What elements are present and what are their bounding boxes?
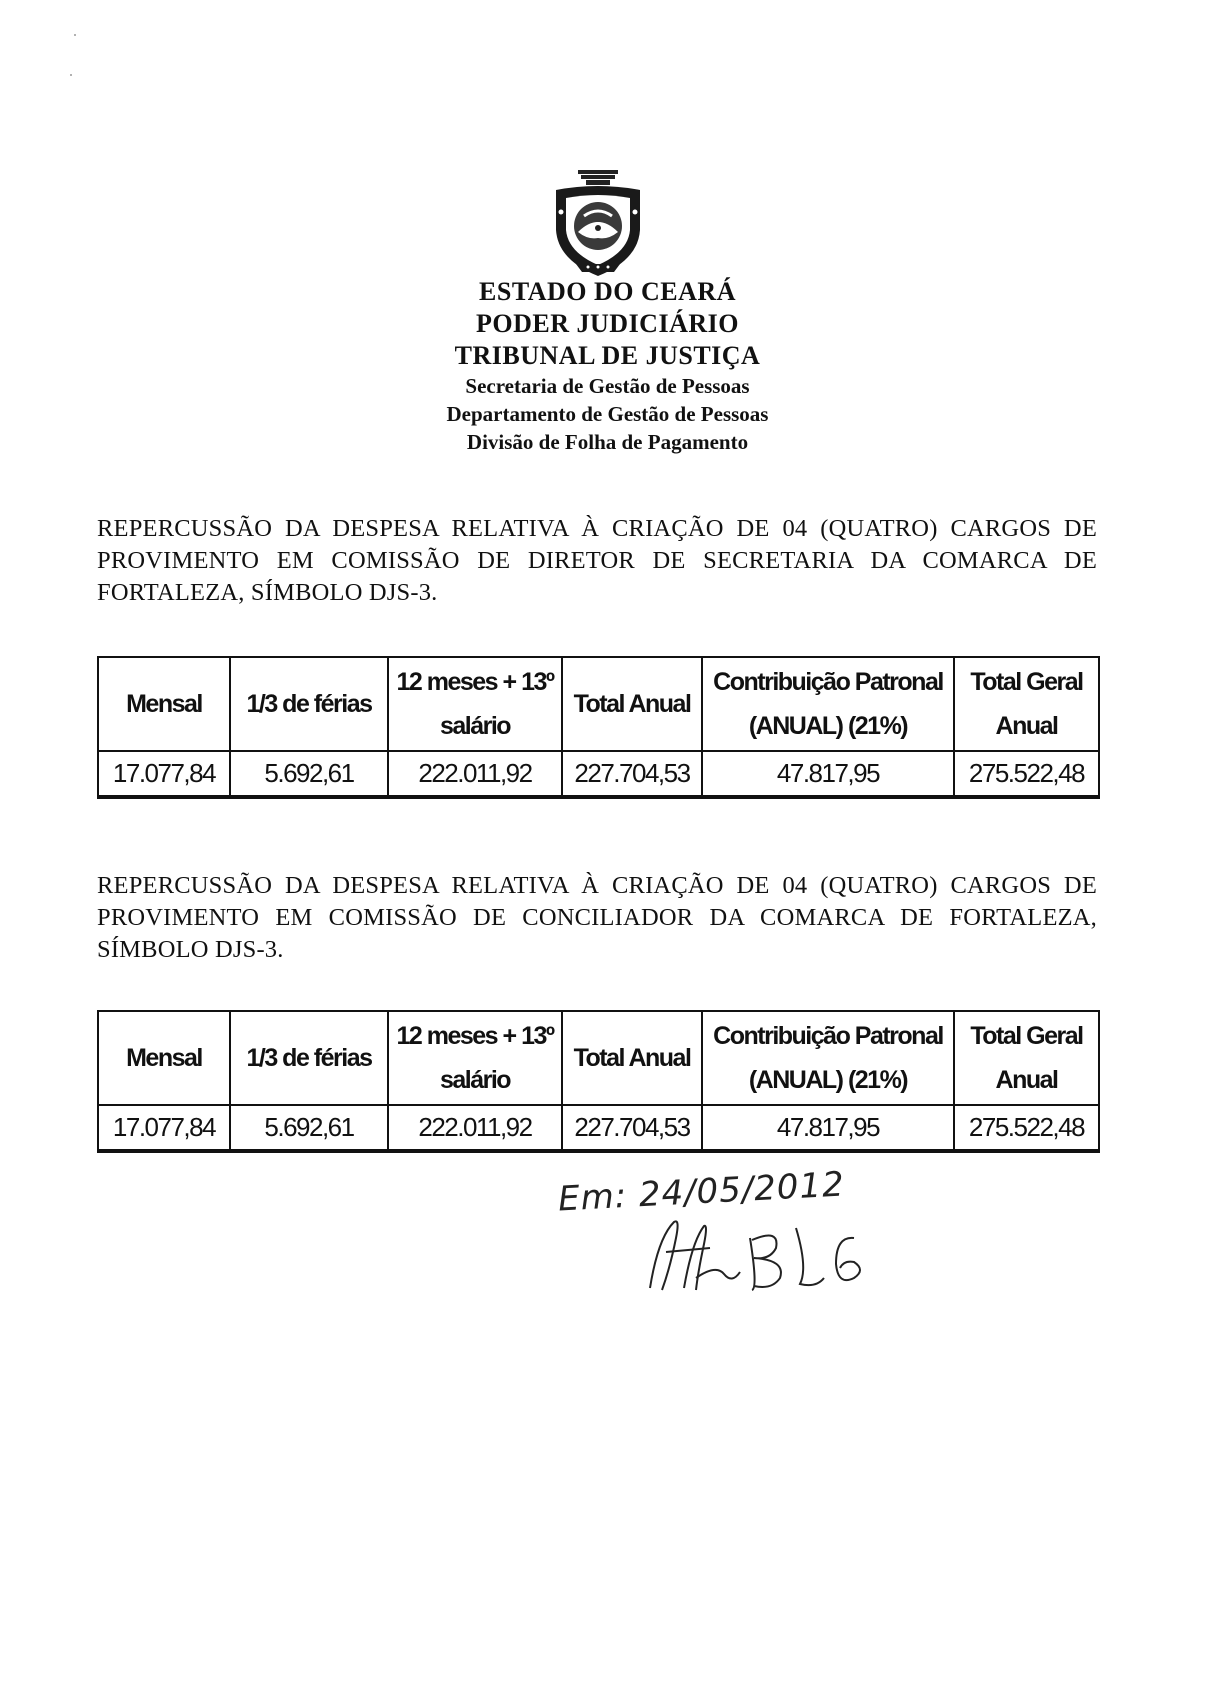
table-cell: 222.011,92 xyxy=(388,751,562,797)
section-1-description: REPERCUSSÃO DA DESPESA RELATIVA À CRIAÇÃO DE 04 (QUATRO) CARGOS DE PROVIMENTO EM COMISSÃO DE DIRETOR DE SECRETARIA DA COMARCA DE FORTALEZA, SÍMBOLO DJS-3. xyxy=(97,515,1097,606)
table-row xyxy=(98,1105,1099,1151)
column-header: Mensal xyxy=(98,657,230,751)
column-header: Total Geral Anual xyxy=(954,1011,1099,1105)
table-cell: 47.817,95 xyxy=(702,751,954,797)
column-header: Total Anual xyxy=(562,1011,702,1105)
column-header: Total Anual xyxy=(562,657,702,751)
column-header: 1/3 de férias xyxy=(230,657,388,751)
table-cell: 275.522,48 xyxy=(954,751,1099,797)
branch-name: PODER JUDICIÁRIO xyxy=(476,309,739,338)
table-cell: 227.704,53 xyxy=(562,1105,702,1151)
column-header: 12 meses + 13º salário xyxy=(388,657,562,751)
table-cell: 5.692,61 xyxy=(230,751,388,797)
table-header-row xyxy=(98,657,1099,751)
table-cell: 227.704,53 xyxy=(562,751,702,797)
table-cell: 17.077,84 xyxy=(98,751,230,797)
state-name: ESTADO DO CEARÁ xyxy=(479,277,736,306)
column-header: Mensal xyxy=(98,1011,230,1105)
table-cell: 275.522,48 xyxy=(954,1105,1099,1151)
column-header: Total Geral Anual xyxy=(954,657,1099,751)
section-2-description: REPERCUSSÃO DA DESPESA RELATIVA À CRIAÇÃO DE 04 (QUATRO) CARGOS DE PROVIMENTO EM COMISSÃO DE CONCILIADOR DA COMARCA DE FORTALEZA, SÍMBOLO DJS-3. xyxy=(97,872,1097,963)
cost-table-2 xyxy=(97,1010,1100,1153)
table-header-row xyxy=(98,1011,1099,1105)
letterhead xyxy=(0,276,1215,456)
table-row xyxy=(98,751,1099,797)
secretariat-name: Secretaria de Gestão de Pessoas xyxy=(465,374,750,398)
scan-speck xyxy=(74,34,76,36)
column-header: 1/3 de férias xyxy=(230,1011,388,1105)
table-cell: 222.011,92 xyxy=(388,1105,562,1151)
column-header: 12 meses + 13º salário xyxy=(388,1011,562,1105)
cost-table-1 xyxy=(97,656,1100,799)
table-cell: 17.077,84 xyxy=(98,1105,230,1151)
handwritten-date-note: Em: 24/05/2012 xyxy=(557,1164,846,1220)
column-header: Contribuição Patronal (ANUAL) (21%) xyxy=(702,1011,954,1105)
table-cell: 47.817,95 xyxy=(702,1105,954,1151)
division-name: Divisão de Folha de Pagamento xyxy=(466,430,749,454)
column-header: Contribuição Patronal (ANUAL) (21%) xyxy=(702,657,954,751)
ceara-coat-of-arms-icon xyxy=(548,168,648,280)
department-name: Departamento de Gestão de Pessoas xyxy=(446,402,769,426)
table-cell: 5.692,61 xyxy=(230,1105,388,1151)
court-name: TRIBUNAL DE JUSTIÇA xyxy=(454,341,761,370)
handwritten-signature-icon xyxy=(640,1208,880,1296)
scan-speck xyxy=(70,74,72,76)
